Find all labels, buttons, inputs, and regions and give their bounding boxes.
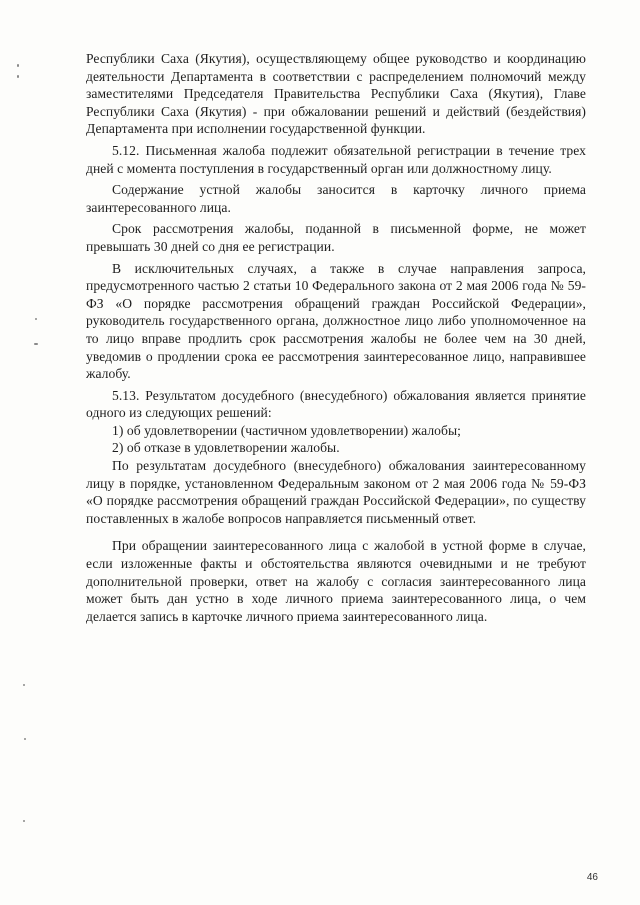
- scan-margin-mark: [34, 343, 38, 345]
- paragraph-5-12: 5.12. Письменная жалоба подлежит обязательной регистрации в течение трех дней с момента поступления в государственный орган или должностному лицу.: [86, 142, 586, 176]
- scan-margin-mark: [17, 75, 19, 78]
- paragraph-exceptional-cases: В исключительных случаях, а также в случае направления запроса, предусмотренного частью 2 статьи 10 Федерального закона от 2 мая 2006 года № 59-ФЗ «О порядке рассмотрения обращений граждан Российской Федерации», руководитель государственного органа, должностное лицо либо уполномоченное на то лицо вправе продлить срок рассмотрения жалобы не более чем на 30 дней, уведомив о продлении срока ее рассмотрения заинтересованное лицо, направившее жалобу.: [86, 260, 586, 382]
- document-body: [86, 50, 586, 629]
- scan-margin-mark: [35, 318, 37, 320]
- paragraph-results: По результатам досудебного (внесудебного) обжалования заинтересованному лицу в порядке, установленном Федеральным законом от 2 мая 2006 года № 59-ФЗ «О порядке рассмотрения обращений граждан Российской Федерации», по существу поставленных в жалобе вопросов направляется письменный ответ.: [86, 458, 586, 526]
- paragraph-oral-appeal: При обращении заинтересованного лица с жалобой в устной форме в случае, если изложенные факты и обстоятельства являются очевидными и не требуют дополнительной проверки, ответ на жалобу с согласия заинтересованного лица может быть дан устно в ходе личного приема заинтересованного лица, о чем делается запись в карточке личного приема заинтересованного лица.: [86, 538, 586, 624]
- list-item-decision-2: 2) об отказе в удовлетворении жалобы.: [112, 440, 340, 456]
- paragraph-oral-complaint: Содержание устной жалобы заносится в карточку личного приема заинтересованного лица.: [86, 182, 586, 215]
- list-item-decision-1: 1) об удовлетворении (частичном удовлетворении) жалобы;: [112, 422, 462, 438]
- page-number: 46: [586, 872, 598, 883]
- scan-margin-mark: [23, 820, 25, 822]
- scan-margin-mark: [24, 738, 26, 740]
- paragraph-continuation: Республики Саха (Якутия), осуществляющему общее руководство и координацию деятельности Департамента в соответствии с распределением полномочий между заместителями Председателя Правительства Республики Саха (Якутия), Главе Республики Саха (Якутия) - при обжаловании решений и действий (бездействия) Департамента при исполнении государственной функции.: [86, 51, 586, 137]
- scan-margin-mark: [17, 64, 19, 67]
- paragraph-review-period: Срок рассмотрения жалобы, поданной в письменной форме, не может превышать 30 дней со дня ее регистрации.: [86, 221, 586, 254]
- paragraph-5-13: 5.13. Результатом досудебного (внесудебного) обжалования является принятие одного из следующих решений:: [86, 387, 586, 421]
- scan-margin-mark: [23, 684, 25, 686]
